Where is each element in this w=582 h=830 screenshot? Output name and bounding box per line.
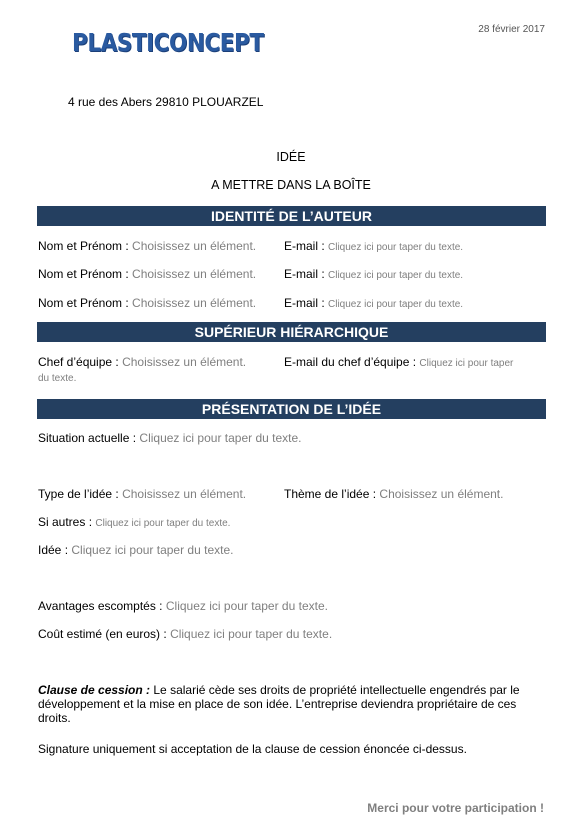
clause-text: Le salarié cède ses droits de propriété intellectuelle engendrés par le développement et la mise en place de son idée. L’entreprise deviendra propriétaire de ces droits. — [38, 683, 520, 725]
theme-dropdown[interactable]: Choisissez un élément. — [379, 487, 504, 501]
author-email-row-2 — [284, 267, 463, 281]
type-label: Type de l’idée : — [38, 487, 119, 501]
chef-email-field[interactable]: Cliquez ici pour taper — [419, 358, 514, 369]
avantages-field[interactable]: Cliquez ici pour taper du texte. — [165, 599, 328, 613]
author-name-row-1 — [38, 239, 256, 253]
chef-label: Chef d’équipe : — [38, 355, 119, 369]
clause-title: Clause de cession : — [38, 683, 151, 697]
avantages-row — [38, 599, 328, 613]
theme-row — [284, 487, 503, 501]
chef-email-row — [284, 355, 513, 369]
section-heading-author: IDENTITÉ DE L’AUTEUR — [37, 206, 546, 226]
email-field[interactable]: Cliquez ici pour taper du texte. — [328, 242, 464, 253]
form-title: IDÉE — [276, 150, 306, 164]
situation-label: Situation actuelle : — [38, 431, 137, 445]
section-heading-idea: PRÉSENTATION DE L’IDÉE — [37, 399, 546, 419]
signature-note: Signature uniquement si acceptation de la clause de cession énoncée ci-dessus. — [38, 742, 467, 756]
situation-field[interactable]: Cliquez ici pour taper du texte. — [139, 431, 302, 445]
cout-row — [38, 627, 332, 641]
type-row — [38, 487, 246, 501]
company-logo: PLASTICONCEPT — [72, 28, 264, 57]
name-dropdown[interactable]: Choisissez un élément. — [132, 267, 257, 281]
thanks-message: Merci pour votre participation ! — [367, 801, 544, 815]
avantages-label: Avantages escomptés : — [38, 599, 163, 613]
theme-label: Thème de l’idée : — [284, 487, 377, 501]
idee-row — [38, 543, 233, 557]
name-label: Nom et Prénom : — [38, 296, 129, 310]
clause-paragraph — [38, 683, 548, 725]
name-dropdown[interactable]: Choisissez un élément. — [132, 296, 257, 310]
chef-email-field-continued[interactable]: du texte. — [38, 373, 77, 384]
company-address: 4 rue des Abers 29810 PLOUARZEL — [68, 95, 264, 109]
section-heading-superior: SUPÉRIEUR HIÉRARCHIQUE — [37, 322, 546, 342]
email-label: E-mail : — [284, 296, 325, 310]
idee-label: Idée : — [38, 543, 69, 557]
document-date: 28 février 2017 — [478, 24, 545, 35]
name-label: Nom et Prénom : — [38, 239, 129, 253]
author-name-row-2 — [38, 267, 256, 281]
author-name-row-3 — [38, 296, 256, 310]
name-label: Nom et Prénom : — [38, 267, 129, 281]
form-subtitle: A METTRE DANS LA BOÎTE — [211, 178, 371, 192]
chef-email-label: E-mail du chef d’équipe : — [284, 355, 417, 369]
type-dropdown[interactable]: Choisissez un élément. — [122, 487, 247, 501]
cout-label: Coût estimé (en euros) : — [38, 627, 167, 641]
email-field[interactable]: Cliquez ici pour taper du texte. — [328, 299, 464, 310]
cout-field[interactable]: Cliquez ici pour taper du texte. — [170, 627, 333, 641]
idee-field[interactable]: Cliquez ici pour taper du texte. — [71, 543, 234, 557]
chef-dropdown[interactable]: Choisissez un élément. — [122, 355, 247, 369]
email-label: E-mail : — [284, 267, 325, 281]
situation-row — [38, 431, 302, 445]
chef-row — [38, 355, 246, 369]
email-field[interactable]: Cliquez ici pour taper du texte. — [328, 270, 464, 281]
autres-field[interactable]: Cliquez ici pour taper du texte. — [95, 518, 231, 529]
autres-row — [38, 515, 230, 529]
name-dropdown[interactable]: Choisissez un élément. — [132, 239, 257, 253]
author-email-row-1 — [284, 239, 463, 253]
author-email-row-3 — [284, 296, 463, 310]
autres-label: Si autres : — [38, 515, 93, 529]
email-label: E-mail : — [284, 239, 325, 253]
